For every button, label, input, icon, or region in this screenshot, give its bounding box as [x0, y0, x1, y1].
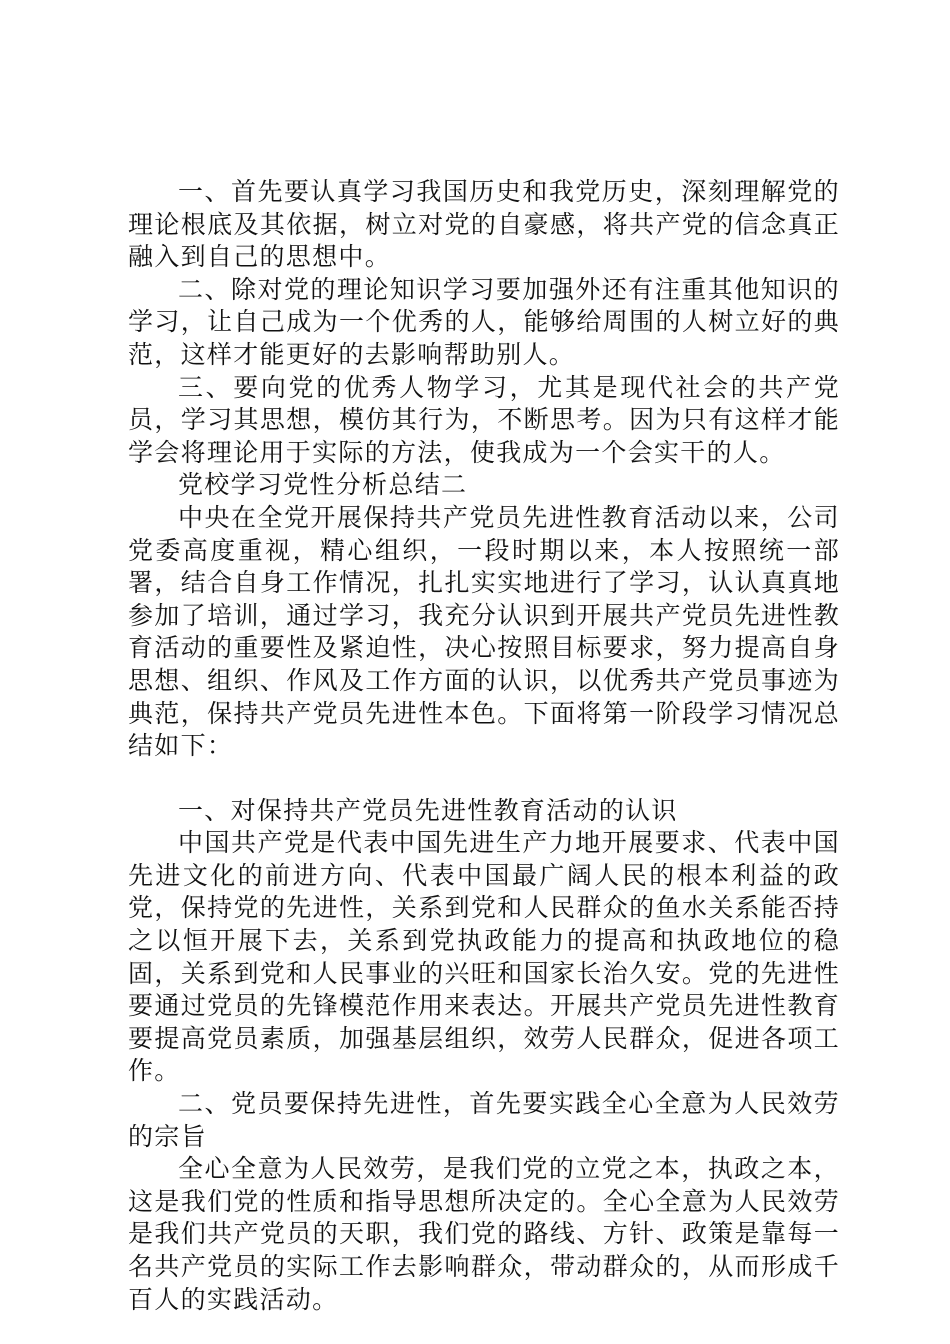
- paragraph-serve-the-people: 全心全意为人民效劳，是我们党的立党之本，执政之本，这是我们党的性质和指导思想所决定的。全心全意为人民效劳是我们共产党员的天职，我们党的路线、方针、政策是靠每一名共产党员的实际工作去影响群众，带动群众的，从而形成千百人的实践活动。: [128, 1154, 840, 1314]
- paragraph-study-history: 一、首先要认真学习我国历史和我党历史，深刻理解党的理论根底及其依据，树立对党的自豪感，将共产党的信念真正融入到自己的思想中。: [128, 177, 840, 272]
- heading-serve-the-people: 二、党员要保持先进性，首先要实践全心全意为人民效劳的宗旨: [128, 1089, 840, 1151]
- paragraph-learn-from-exemplars: 三、要向党的优秀人物学习，尤其是现代社会的共产党员，学习其思想，模仿其行为，不断思考。因为只有这样才能学会将理论用于实际的方法，使我成为一个会实干的人。: [128, 372, 840, 467]
- paragraph-party-advancedness: 中国共产党是代表中国先进生产力地开展要求、代表中国先进文化的前进方向、代表中国最广阔人民的根本利益的政党，保持党的先进性，关系到党和人民群众的鱼水关系能否持之以恒开展下去，关系到党执政能力的提高和执政地位的稳固，关系到党和人民事业的兴旺和国家长治久安。党的先进性要通过党员的先锋模范作用来表达。开展共产党员先进性教育要提高党员素质，加强基层组织，效劳人民群众，促进各项工作。: [128, 828, 840, 1086]
- document-body: [128, 176, 840, 1316]
- paragraph-introduction: 中央在全党开展保持共产党员先进性教育活动以来，公司党委高度重视，精心组织，一段时期以来，本人按照统一部署，结合自身工作情况，扎扎实实地进行了学习，认认真真地参加了培训，通过学习，我充分认识到开展共产党员先进性教育活动的重要性及紧迫性，决心按照目标要求，努力提高自身思想、组织、作风及工作方面的认识，以优秀共产党员事迹为典范，保持共产党员先进性本色。下面将第一阶段学习情况总结如下：: [128, 502, 840, 761]
- section-title-summary-two: 党校学习党性分析总结二: [178, 470, 468, 500]
- heading-understanding-activity: 一、对保持共产党员先进性教育活动的认识: [178, 795, 678, 825]
- paragraph-study-other-knowledge: 二、除对党的理论知识学习要加强外还有注重其他知识的学习，让自己成为一个优秀的人，能够给周围的人树立好的典范，这样才能更好的去影响帮助别人。: [128, 274, 840, 369]
